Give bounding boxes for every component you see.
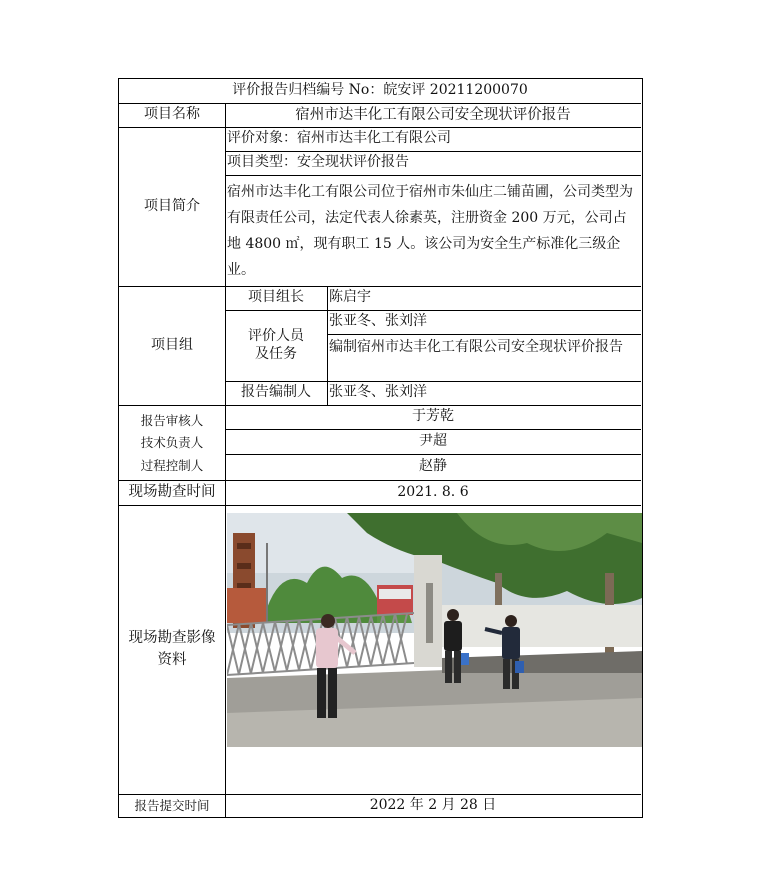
leader-value: 陈启宇 xyxy=(329,289,371,306)
task-value: 编制宿州市达丰化工有限公司安全现状评价报告 xyxy=(329,339,623,355)
submission-label: 报告提交时间 xyxy=(134,797,210,813)
tech-value: 尹超 xyxy=(419,432,447,449)
staff-label xyxy=(225,310,327,381)
survey-image-label-line1: 现场勘查影像 xyxy=(128,629,216,646)
site-photo-illustration xyxy=(227,513,642,747)
staff-value: 张亚冬、张刘洋 xyxy=(329,313,427,330)
ground-shadow xyxy=(442,651,642,673)
survey-time-value: 2021. 8. 6 xyxy=(397,483,469,500)
project-description: 宿州市达丰化工有限公司位于宿州市朱仙庄二铺苗圃，公司类型为有限责任公司，法定代表人徐素英，注册资金 200 万元，公司占地 4800 ㎡，现有职工 15 人。该公司为安全生产标准化三级企业。 xyxy=(227,184,633,278)
reviewer-label: 报告审核人 xyxy=(140,413,204,429)
archive-number: 评价报告归档编号 No：皖安评 20211200070 xyxy=(232,82,528,99)
compiler-value: 张亚冬、张刘洋 xyxy=(329,384,427,401)
compiler-label: 报告编制人 xyxy=(241,384,311,401)
project-type: 项目类型：安全现状评价报告 xyxy=(227,154,409,171)
red-structure xyxy=(227,588,267,623)
tech-label: 技术负责人 xyxy=(140,435,204,451)
process-label: 过程控制人 xyxy=(140,458,204,474)
submission-date: 2022 年 2 月 28 日 xyxy=(369,796,497,813)
project-name-label: 项目名称 xyxy=(144,106,200,123)
staff-label-line2: 及任务 xyxy=(255,345,297,362)
project-name-value: 宿州市达丰化工有限公司安全现状评价报告 xyxy=(295,106,571,123)
evaluation-report-form xyxy=(118,78,643,818)
survey-image-label xyxy=(119,505,225,794)
staff-label-line1: 评价人员 xyxy=(248,328,304,344)
evaluation-object: 评价对象：宿州市达丰化工有限公司 xyxy=(227,130,451,147)
project-intro-label: 项目简介 xyxy=(144,197,200,214)
gate-plaque xyxy=(426,583,433,643)
process-value: 赵静 xyxy=(419,458,447,475)
reviewer-value: 于芳乾 xyxy=(412,408,454,425)
project-group-label: 项目组 xyxy=(151,336,193,353)
survey-image-label-line2: 资料 xyxy=(157,651,187,668)
survey-time-label: 现场勘查时间 xyxy=(128,484,216,501)
leader-label: 项目组长 xyxy=(248,289,304,306)
white-wall xyxy=(442,605,642,647)
site-survey-photo xyxy=(227,513,642,747)
